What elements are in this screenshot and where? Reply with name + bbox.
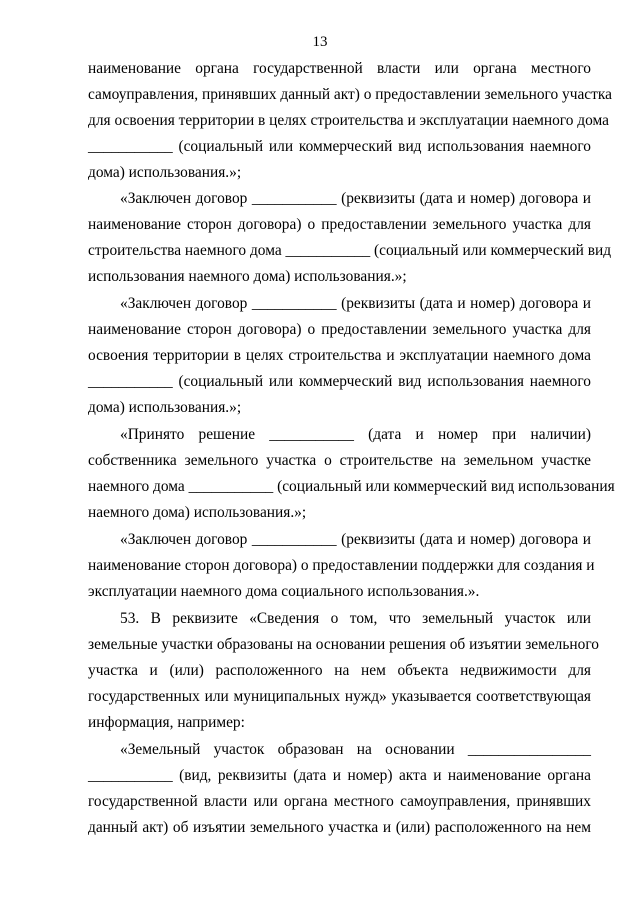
text-line: наименование сторон договора) о предоставлении земельного участка для [88,321,591,338]
text-line: земельные участки образованы на основании решения об изъятии земельного [88,636,599,653]
text-line: эксплуатации наемного дома социального использования.». [88,583,480,600]
text-line: данный акт) об изъятии земельного участка и (или) расположенного на нем [88,819,591,836]
text-line: наименование сторон договора) о предоставлении поддержки для создания и [88,557,595,574]
text-line: «Заключен договор ___________ (реквизиты (дата и номер) договора и [120,190,591,207]
text-line: строительства наемного дома ___________ (социальный или коммерческий вид [88,242,612,259]
text-line: 53. В реквизите «Сведения о том, что земельный участок или [120,610,591,627]
text-line: использования наемного дома) использования.»; [88,268,407,285]
text-line: «Заключен договор ___________ (реквизиты (дата и номер) договора и [120,295,591,312]
text-line: наименование сторон договора) о предоставлении земельного участка для [88,216,591,233]
text-line: освоения территории в целях строительства и эксплуатации наемного дома [88,347,591,364]
text-line: для освоения территории в целях строительства и эксплуатации наемного дома [88,112,609,129]
text-line: самоуправления, принявших данный акт) о предоставлении земельного участка [88,86,612,103]
text-line: государственных или муниципальных нужд» указывается соответствующая [88,688,591,705]
text-line: ___________ (социальный или коммерческий вид использования наемного [88,373,591,390]
text-line: информация, например: [88,714,245,731]
text-line: ___________ (вид, реквизиты (дата и номер) акта и наименование органа [88,767,591,784]
page-number: 13 [312,34,328,50]
text-line: наемного дома ___________ (социальный или коммерческий вид использования [88,478,615,495]
text-line: наемного дома) использования.»; [88,504,307,521]
text-line: дома) использования.»; [88,399,242,416]
text-line: «Принято решение ___________ (дата и номер при наличии) [120,426,591,443]
text-line: участка и (или) расположенного на нем объекта недвижимости для [88,662,591,679]
text-line: «Земельный участок образован на основании ________________ [120,741,591,758]
text-line: дома) использования.»; [88,164,242,181]
text-line: государственной власти или органа местного самоуправления, принявших [88,793,591,810]
text-line: наименование органа государственной власти или органа местного [88,60,591,77]
text-line: ___________ (социальный или коммерческий вид использования наемного [88,138,591,155]
text-line: собственника земельного участка о строительстве на земельном участке [88,452,591,469]
text-line: «Заключен договор ___________ (реквизиты (дата и номер) договора и [120,531,591,548]
